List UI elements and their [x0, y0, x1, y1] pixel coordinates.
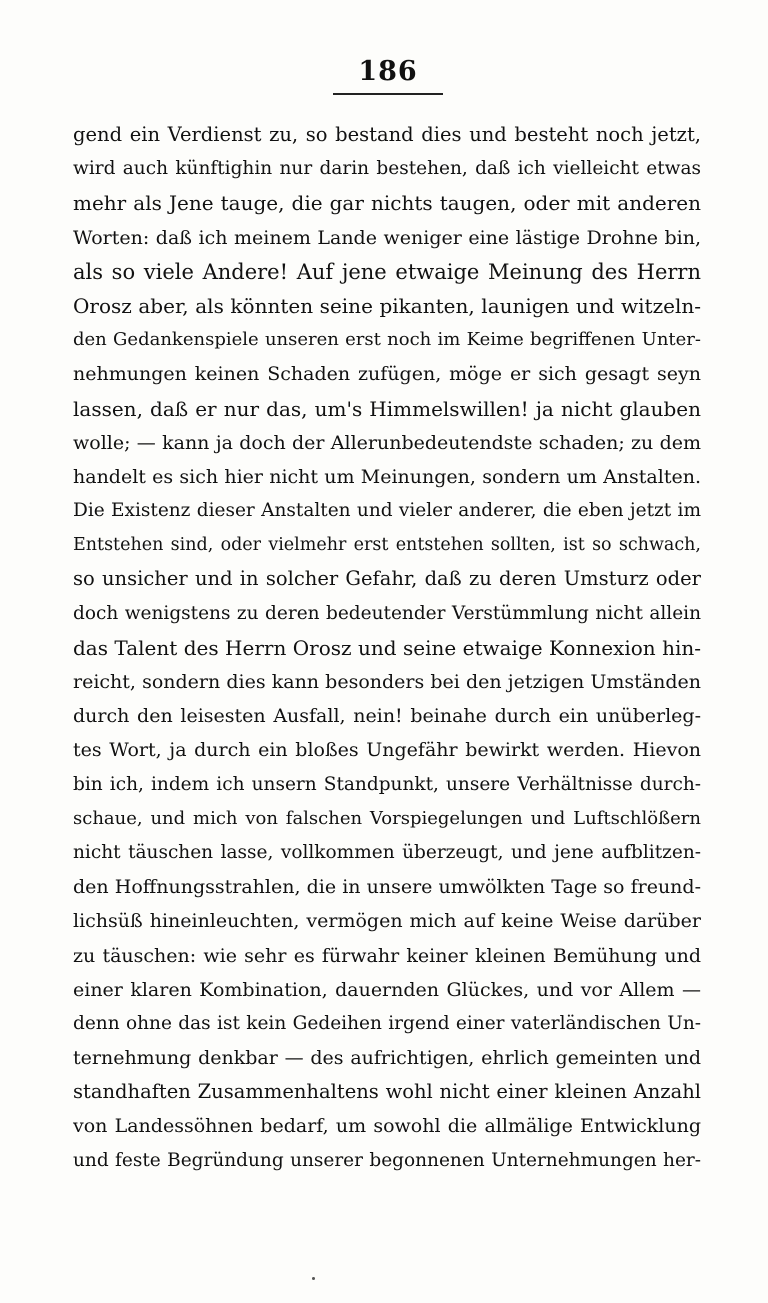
text-line: mehr als Jene tauge, die gar nichts taugen, oder mit anderen — [73, 191, 701, 216]
text-line: lichsüß hineinleuchten, vermögen mich auf keine Weise darüber — [73, 910, 701, 933]
text-line: Orosz aber, als könnten seine pikanten, launigen und witzeln- — [73, 293, 701, 318]
print-speck — [312, 1277, 315, 1280]
text-line: Entstehen sind, oder vielmehr erst entstehen sollten, ist so schwach, — [73, 535, 701, 556]
text-line: handelt es sich hier nicht um Meinungen, sondern um Anstalten. — [73, 465, 701, 488]
text-line: Worten: daß ich meinem Lande weniger eine lästige Drohne bin, — [73, 226, 701, 249]
page-number: 186 — [358, 56, 418, 87]
text-line: als so viele Andere! Auf jene etwaige Meinung des Herrn — [73, 259, 701, 284]
text-line: reicht, sondern dies kann besonders bei den jetzigen Umständen — [73, 671, 701, 693]
text-line: ternehmung denkbar — des aufrichtigen, ehrlich gemeinten und — [73, 1047, 701, 1070]
text-line: durch den leisesten Ausfall, nein! beinahe durch ein unüberleg- — [73, 705, 701, 728]
text-line: standhaften Zusammenhaltens wohl nicht einer kleinen Anzahl — [73, 1080, 701, 1104]
text-line: den Gedankenspiele unseren erst noch im Keime begriffenen Unter- — [73, 329, 701, 351]
text-line: wolle; — kann ja doch der Allerunbedeutendste schaden; zu dem — [73, 431, 701, 454]
text-line: nehmungen keinen Schaden zufügen, möge er sich gesagt seyn — [73, 363, 701, 386]
text-line: gend ein Verdienst zu, so bestand dies und besteht noch jetzt, — [73, 123, 701, 146]
text-line: denn ohne das ist kein Gedeihen irgend einer vaterländischen Un- — [73, 1012, 701, 1034]
text-line: doch wenigstens zu deren bedeutender Verstümmlung nicht allein — [73, 602, 701, 624]
text-line: nicht täuschen lasse, vollkommen überzeugt, und jene aufblitzen- — [73, 841, 701, 863]
text-line: Die Existenz dieser Anstalten und vieler anderer, die eben jetzt im — [73, 500, 701, 522]
text-line: so unsicher und in solcher Gefahr, daß zu deren Umsturz oder — [73, 567, 701, 591]
text-line: tes Wort, ja durch ein bloßes Ungefähr bewirkt werden. Hievon — [73, 739, 701, 762]
text-line: den Hoffnungsstrahlen, die in unsere umwölkten Tage so freund- — [73, 876, 701, 899]
text-line: das Talent des Herrn Orosz und seine etwaige Konnexion hin- — [73, 635, 701, 660]
text-line: bin ich, indem ich unsern Standpunkt, unsere Verhältnisse durch- — [73, 773, 701, 795]
text-line: wird auch künftighin nur darin bestehen, daß ich vielleicht etwas — [73, 158, 701, 180]
text-line: zu täuschen: wie sehr es fürwahr keiner kleinen Bemühung und — [73, 944, 701, 967]
text-line: und feste Begründung unserer begonnenen Unternehmungen her- — [73, 1149, 701, 1171]
text-line: lassen, daß er nur das, um's Himmelswillen! ja nicht glauben — [73, 396, 701, 421]
header-rule — [333, 93, 443, 95]
text-line: einer klaren Kombination, dauernden Glückes, und vor Allem — — [73, 978, 701, 1001]
text-line: von Landessöhnen bedarf, um sowohl die allmälige Entwicklung — [73, 1115, 701, 1138]
body-text — [73, 118, 701, 1178]
text-line: schaue, und mich von falschen Vorspiegelungen und Luftschlößern — [73, 807, 701, 829]
